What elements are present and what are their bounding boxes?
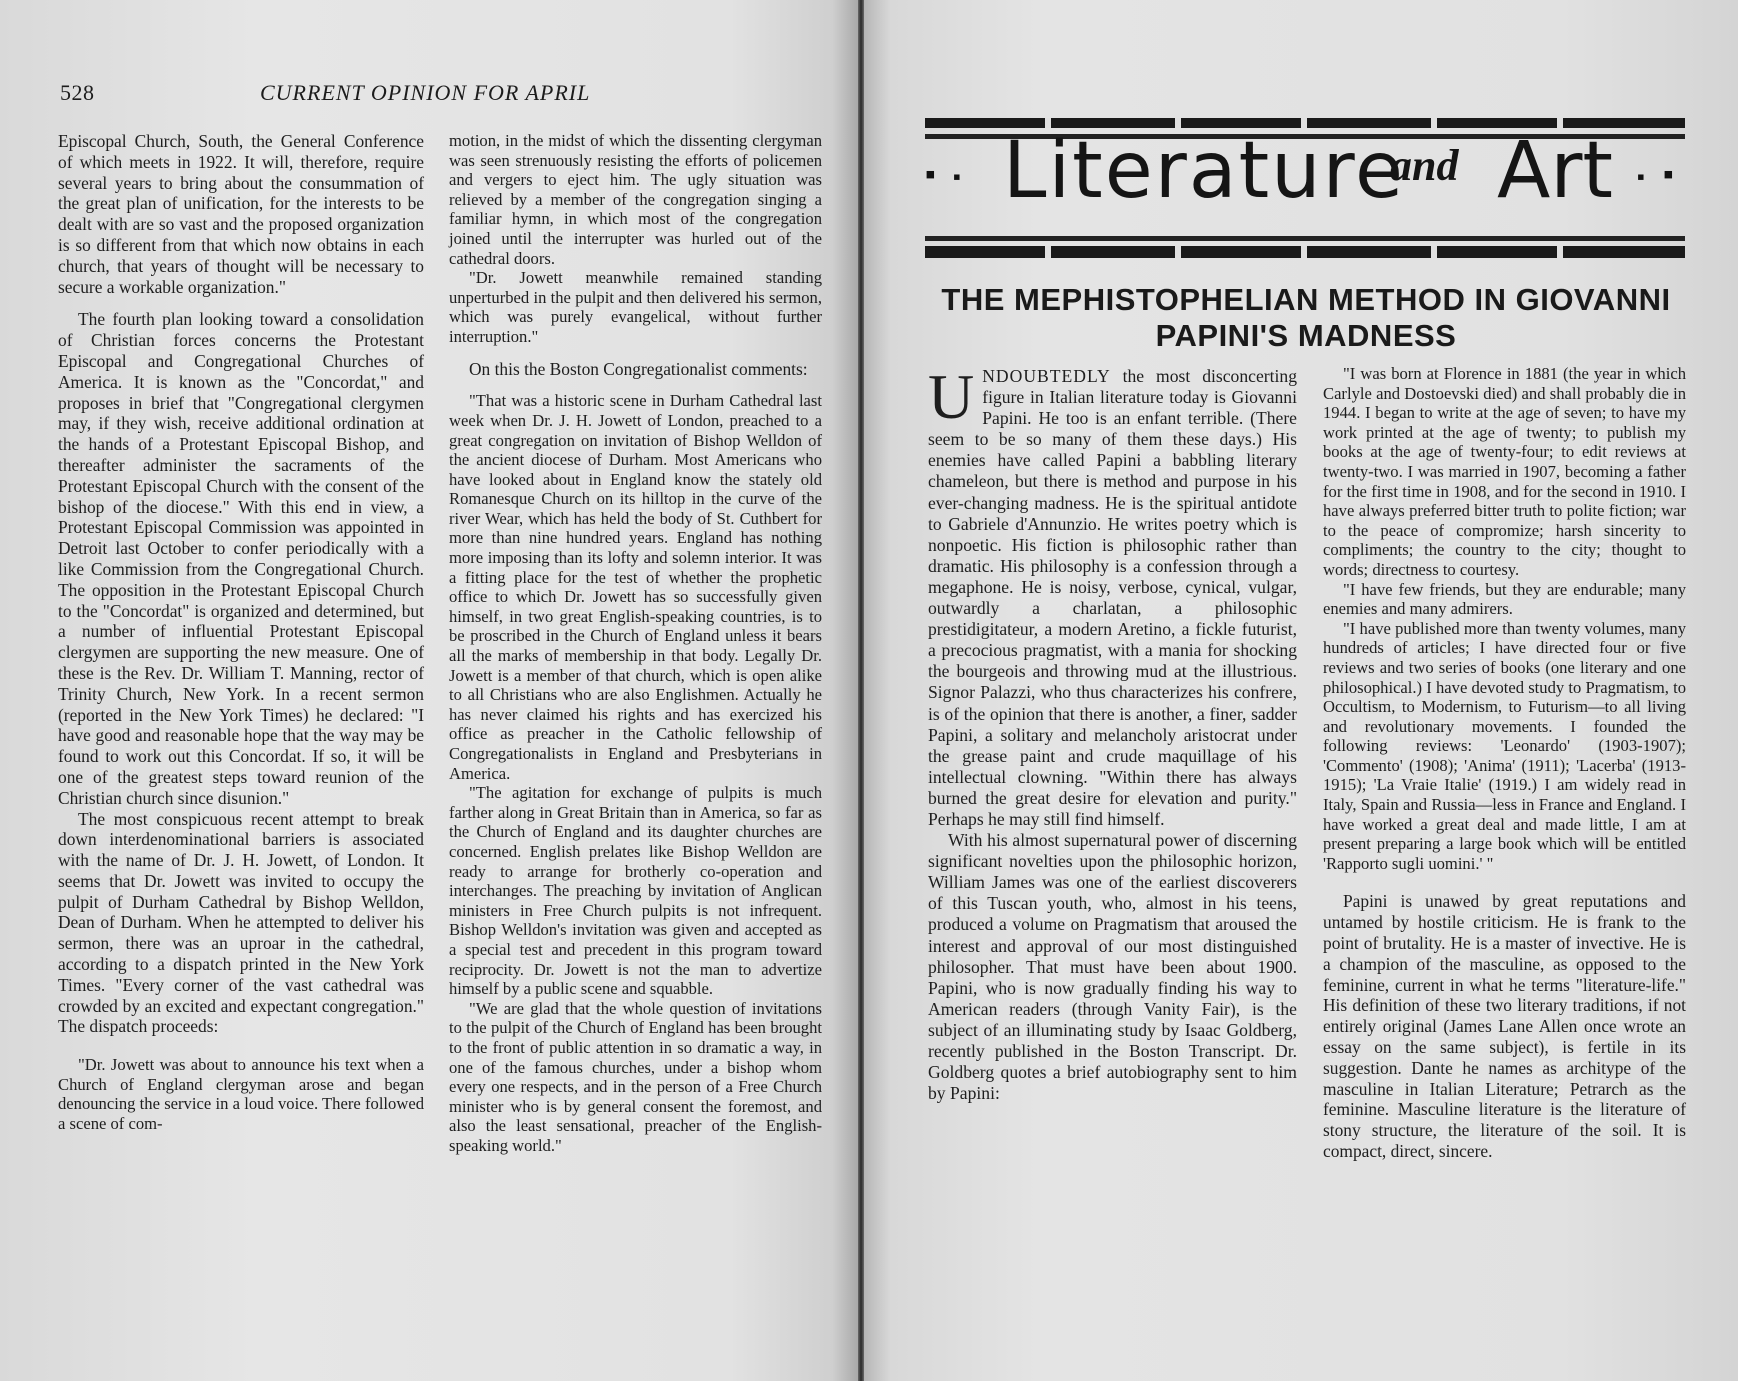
left-column-1 [58,131,424,1134]
lead-word: NDOUBTEDLY [982,366,1111,386]
banner-ornament-left: ▪ [925,158,936,191]
quote-paragraph: "Dr. Jowett was about to announce his text when a Church of England clergyman arose and began denouncing the service in a loud voice. There followed a scene of com- [58,1055,424,1134]
right-column-2 [1323,364,1686,1162]
banner-rule-bottom-inner [925,236,1685,241]
banner-rule-bottom [925,246,1685,258]
banner-ornament-right: ▪ [1663,158,1674,191]
paragraph: Papini is unawed by great reputations and untamed by hostile criticism. He is frank to the point of brutality. He is a master of invective. He is a champion of the masculine, as opposed to the feminine, current in what he terms "literature-life." His definition of these two literary traditions, if not entirely original (James Lane Allen once wrote an essay on the same subject), is fertile in its suggestion. Dante he names as architype of the masculine in Italian Literature; Petrarch as the feminine. Masculine literature is the literature of stony structure, the literature of the soil. It is compact, direct, sincere. [1323,891,1686,1161]
left-column-2 [449,131,822,1155]
paragraph: The fourth plan looking toward a consolidation of Christian forces concerns the Protestant Episcopal and Congregational Churches of America. It is known as the "Concordat," and proposes in brief that "Congregational clergymen may, if they wish, receive additional ordination at the hands of a Protestant Episcopal Bishop, and thereafter administer the sacraments of the Protestant Episcopal Church with the consent of the bishop of the diocese." With this end in view, a Protestant Episcopal Commission was appointed in Detroit last October to confer periodically with a like Commission from the Congregational Church. The opposition in the Protestant Episcopal Church to the "Concordat" is organized and determined, but a number of influential Protestant Episcopal clergymen are supporting the new measure. One of these is the Rev. Dr. William T. Manning, rector of Trinity Church, New York. In a recent sermon (reported in the New York Times) he declared: "I have good and reasonable hope that the way may be found to work out this Concordat. If so, it will be one of the greatest steps toward reunion of the Christian church since disunion." [58,309,424,808]
banner-word-and: and [1390,141,1459,190]
article-headline: THE MEPHISTOPHELIAN METHOD IN GIOVANNI PAPINI'S MADNESS [941,282,1671,353]
paragraph: The most conspicuous recent attempt to break down interdenominational barriers is associated with the name of Dr. J. H. Jowett, of London. It seems that Dr. Jowett was invited to occupy the pulpit of Durham Cathedral by Bishop Welldon, Dean of Durham. When he attempted to deliver his sermon, there was an uproar in the cathedral, according to a dispatch printed in the New York Times. "Every corner of the vast cathedral was crowded by an excited and expectant congregation." The dispatch proceeds: [58,808,424,1037]
right-column-1 [928,361,1297,1104]
quote-paragraph: "Dr. Jowett meanwhile remained standing unperturbed in the pulpit and then delivered his sermon, which was purely evangelical, without further interruption." [449,268,822,346]
page-number: 528 [60,80,95,105]
quote-paragraph: "The agitation for exchange of pulpits is much farther along in Great Britain than in America, so far as the Church of England and its daughter churches are concerned. English prelates like Bishop Welldon are ready to arrange for brotherly co-operation and interchanges. The preaching by invitation of Anglican ministers in Free Church pulpits is not infrequent. Bishop Welldon's invitation was given and accepted as a special test and precedent in this program toward reciprocity. Dr. Jowett is not the man to advertize himself by a public scene and squabble. [449,783,822,999]
quote-paragraph: "I was born at Florence in 1881 (the year in which Carlyle and Dostoevski died) and shall probably die in 1944. I began to write at the age of seven; to have my work printed at the age of twenty; to publish my books at the age of twenty-four; to edit reviews at twenty-two. I was married in 1907, becoming a father for the first time in 1908, and for the second in 1910. I have always preferred bitter truth to polite fiction; war to the peace of compromize; harsh sincerity to compliments; the country to the city; thought to words; directness to courtesy. [1323,364,1686,579]
quote-paragraph: motion, in the midst of which the dissenting clergyman was seen strenuously resisting the efforts of policemen and vergers to eject him. The ugly situation was relieved by a member of the congregation singing a familiar hymn, in which most of the congregation joined until the interrupter was hurled out of the cathedral doors. [449,131,822,268]
drop-cap: U [928,361,975,432]
banner-ornament-left-small: ▪ [953,164,961,189]
quote-paragraph: "I have published more than twenty volumes, many hundreds of articles; I have directed four or five reviews and two series of books (one literary and one philosophical.) I have devoted study to Pragmatism, to Occultism, to Modernism, to Futurism—to all living and revolutionary movements. I founded the following reviews: 'Leonardo' (1903-1907); 'Commento' (1908); 'Anima' (1911); 'Lacerba' (1913-1915); 'La Vraie Italie' (1919.) I am widely read in Italy, Spain and Russia—less in France and England. I have worked a great deal and made little, I am at present preparing a large book which will be entitled 'Rapporto sugli uomini.' " [1323,618,1686,873]
quote-paragraph: "We are glad that the whole question of invitations to the pulpit of the Church of England has been brought to the front of public attention in so dramatic a way, in one of the famous churches, under a bishop whom every one respects, and in the person of a Free Church minister who is by general consent the foremost, and also the least sensational, preacher of the English-speaking world." [449,998,822,1155]
section-banner [925,118,1685,273]
quote-paragraph: "That was a historic scene in Durham Cathedral last week when Dr. J. H. Jowett of London, preached to a great congregation on invitation of Bishop Welldon of the ancient diocese of Durham. Most Americans who have looked about in England know the stately old Romanesque Church on its hilltop in the curve of the river Wear, which has held the body of St. Cuthbert for more than nine hundred years. England has nothing more imposing than its lofty and solemn interior. It was a fitting place for the test of whether the prophetic office to which Dr. Jowett has so successfully given himself, in two great English-speaking countries, is to be proscribed in the Church of England unless it bears all the marks of membership in that body. Legally Dr. Jowett is a member of that church, which is open alike to all Christians who are also Englishmen. Actually he has never claimed his rights and has exercized his office as preacher in the Catholic fellowship of Congregationalists in England and Presbyterians in America. [449,391,822,783]
paragraph: With his almost supernatural power of discerning significant novelties upon the philosophic horizon, William James was one of the earliest discoverers of this Tuscan youth, who, almost in his teens, produced a volume on Pragmatism that aroused the interest and approval of our most distinguished philosopher. That must have been about 1900. Papini, who is now gradually finding his way to American readers (through Vanity Fair), is the subject of an illuminating study by Isaac Goldberg, recently published in the Boston Transcript. Dr. Goldberg quotes a brief autobiography sent to him by Papini: [928,830,1297,1104]
quote-paragraph: "I have few friends, but they are endurable; many enemies and many admirers. [1323,579,1686,619]
banner-word-literature: Literature [1003,126,1405,216]
running-title: CURRENT OPINION FOR APRIL [260,80,591,105]
left-page [0,0,858,1381]
banner-word-art: Art [1497,126,1614,216]
paragraph: the most disconcerting figure in Italian literature today is Giovanni Papini. He too is an enfant terrible. (There seem to be so many of them these days.) His enemies have called Papini a babbling literary chameleon, but there is method and purpose in his ever-changing madness. He is the spiritual antidote to Gabriele d'Annunzio. He writes poetry which is nonpoetic. His fiction is philosophic rather than dramatic. His philosophy is a confession through a megaphone. He is noisy, verbose, cynical, vulgar, outwardly a charlatan, a philosophic prestidigitateur, a modern Aretino, a fickle futurist, a precocious pragmatist, with a mania for shocking the bourgeois and throwing mud at the illustrious. Signor Palazzi, who thus characterizes his confrere, is of the opinion that there is another, a finer, sadder Papini, a solitary and melancholy aristocrat under the grease paint and crude maquillage of his intellectual clowning. "Within there has always burned the great desire for elevation and purity." Perhaps he may still find himself. [928,366,1297,829]
banner-ornament-right-small: ▪ [1637,164,1645,189]
paragraph: Episcopal Church, South, the General Conference of which meets in 1922. It will, therefore, require several years to bring about the consummation of the great plan of unification, for the interests to be dealt with are so vast and the proposed organization is so different from that which now obtains in each church, that years of thought will be necessary to secure a workable organization." [58,131,424,297]
paragraph: On this the Boston Congregationalist comments: [469,358,808,379]
